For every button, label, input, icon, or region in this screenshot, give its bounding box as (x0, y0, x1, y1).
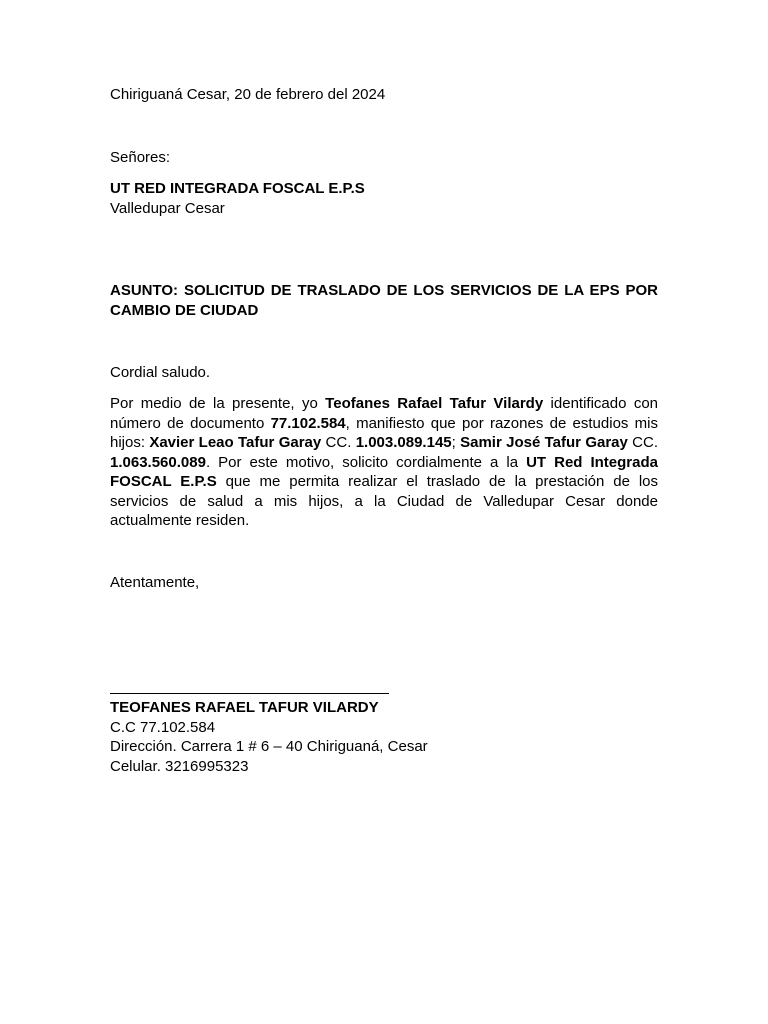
body-child1-id: 1.003.089.145 (355, 434, 452, 451)
body-text-3: , manifiesto que por razones de estudios mis hijos: (110, 414, 659, 451)
body-text-6: CC. (627, 434, 659, 451)
letter-body (110, 394, 658, 531)
body-parent-name: Teofanes Rafael Tafur Vilardy (325, 395, 544, 412)
signature-address: Dirección. Carrera 1 # 6 – 40 Chiriguaná, Cesar (110, 738, 428, 755)
body-text-5: ; (451, 434, 461, 451)
body-child2-name: Samir José Tafur Garay (460, 434, 628, 451)
signature-line (110, 693, 389, 694)
body-child2-id: 1.063.560.089 (110, 453, 206, 471)
salutation-to: Señores: (110, 149, 171, 166)
body-text-4: CC. (321, 434, 356, 451)
greeting: Cordial saludo. (110, 364, 211, 381)
subject-line: ASUNTO: SOLICITUD DE TRASLADO DE LOS SERVICIOS DE LA EPS POR CAMBIO DE CIUDAD (110, 282, 658, 319)
body-text-2: identificado con número de documento (110, 395, 658, 432)
body-child1-name: Xavier Leao Tafur Garay (149, 434, 322, 451)
recipient-org: UT RED INTEGRADA FOSCAL E.P.S (110, 180, 365, 197)
signature-phone: Celular. 3216995323 (110, 758, 249, 775)
recipient-city: Valledupar Cesar (110, 200, 225, 217)
body-text-8: que me permita realizar el traslado de la prestación de los servicios de salud a mis hijos, a la Ciudad de Valledupar Cesar donde actualmente residen. (110, 473, 658, 529)
closing: Atentamente, (110, 574, 200, 591)
body-text-1: Por medio de la presente, yo (110, 395, 326, 412)
place-date: Chiriguaná Cesar, 20 de febrero del 2024 (110, 86, 386, 103)
body-text-7: . Por este motivo, solicito cordialmente a la (205, 453, 527, 471)
body-org-name: UT Red Integrada FOSCAL E.P.S (110, 453, 658, 490)
signature-id: C.C 77.102.584 (110, 719, 216, 736)
signature-name: TEOFANES RAFAEL TAFUR VILARDY (110, 699, 379, 716)
body-parent-id: 77.102.584 (270, 414, 346, 432)
